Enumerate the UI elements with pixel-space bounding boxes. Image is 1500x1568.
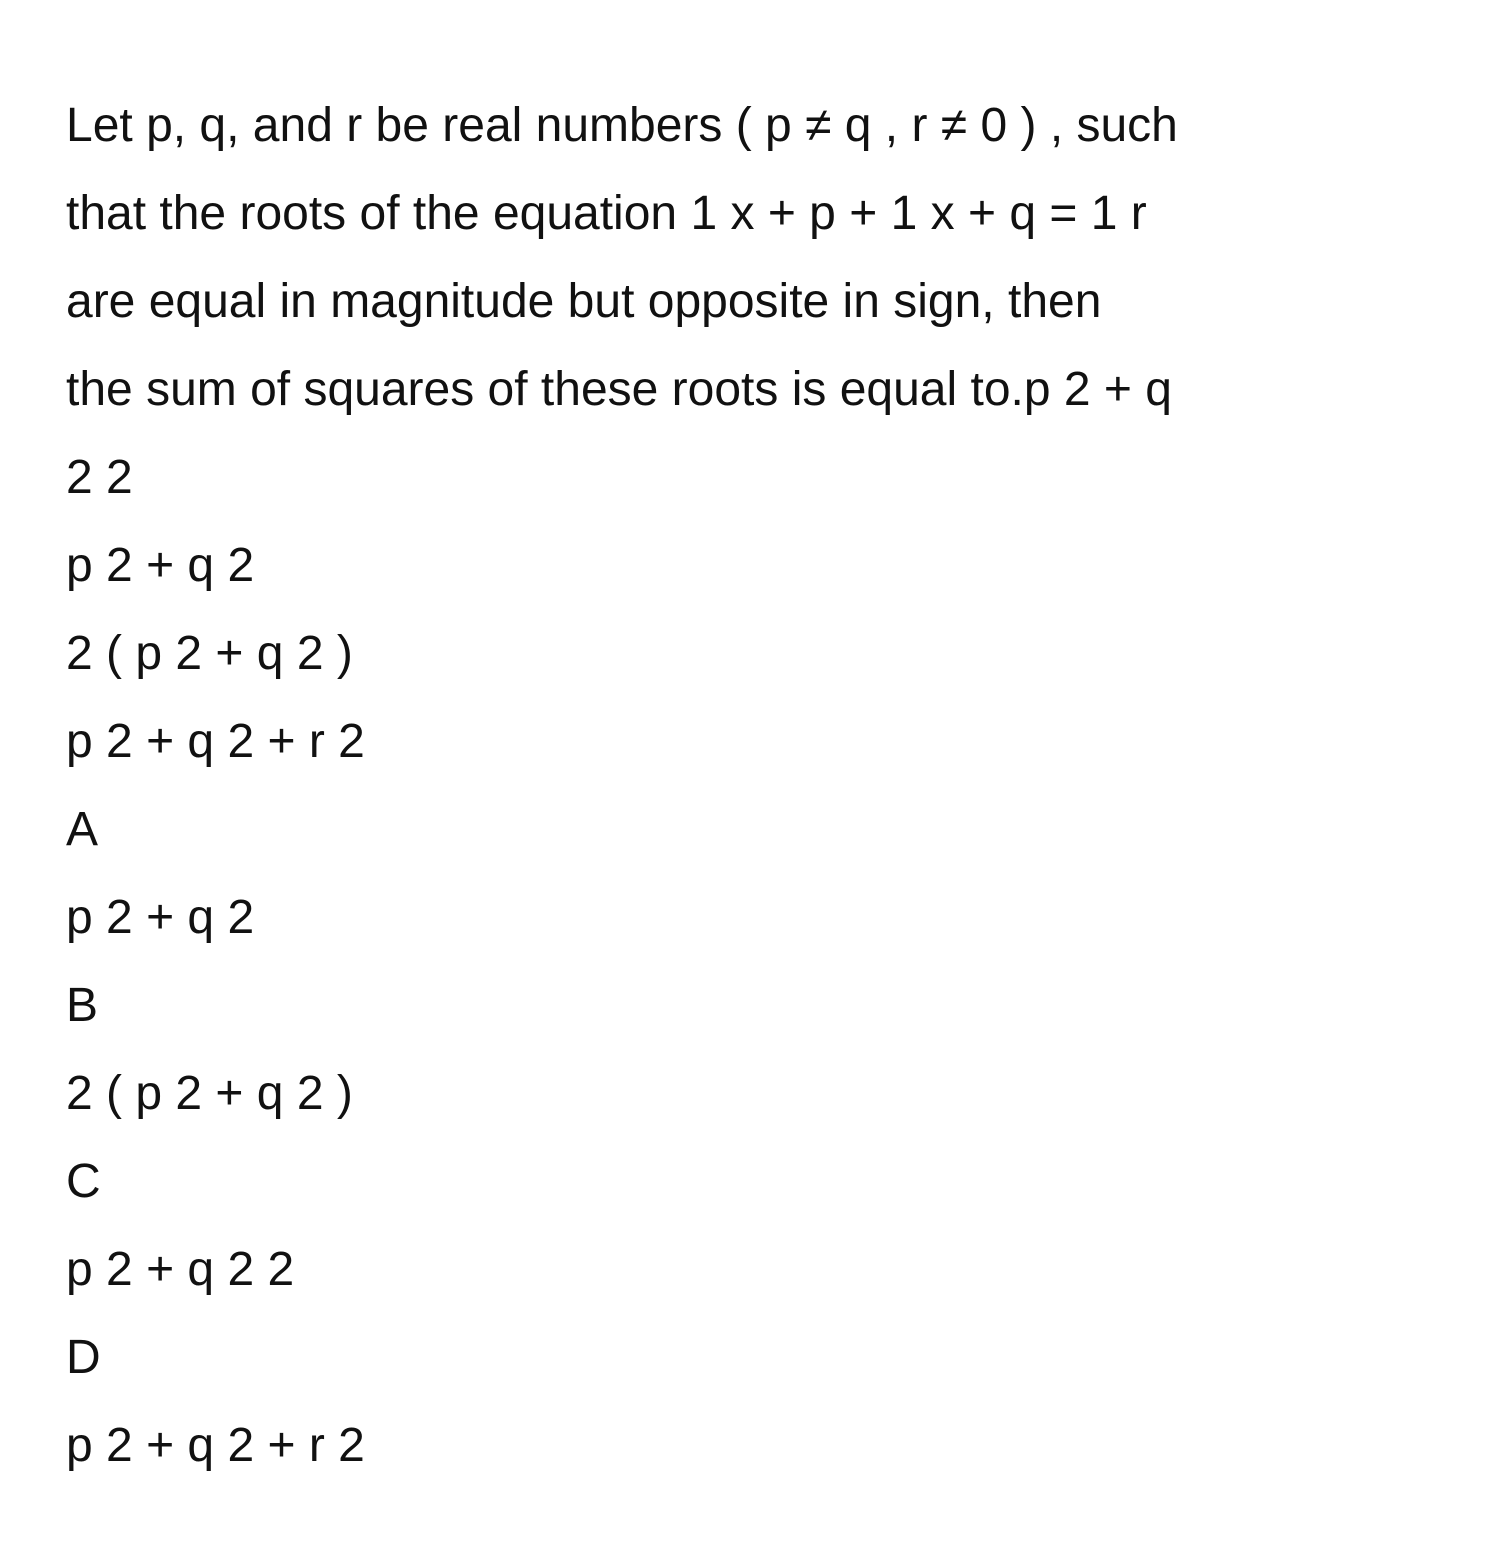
question-line-4: the sum of squares of these roots is equal to.p 2 + q xyxy=(66,363,1172,416)
option-d-text: p 2 + q 2 + r 2 xyxy=(66,1419,365,1472)
option-b-letter: B xyxy=(66,979,99,1032)
question-line-1: Let p, q, and r be real numbers ( p ≠ q , r ≠ 0 ) , such xyxy=(66,99,1178,152)
option-d-letter: D xyxy=(66,1331,101,1384)
option-a-letter: A xyxy=(66,803,99,856)
option-c-text: p 2 + q 2 2 xyxy=(66,1243,295,1296)
question-line-8: p 2 + q 2 + r 2 xyxy=(66,715,365,768)
question-line-5: 2 2 xyxy=(66,451,133,504)
option-c-letter: C xyxy=(66,1155,101,1208)
question-document xyxy=(66,82,1446,1490)
question-line-6: p 2 + q 2 xyxy=(66,539,255,592)
option-a-text: p 2 + q 2 xyxy=(66,891,255,944)
option-b-text: 2 ( p 2 + q 2 ) xyxy=(66,1067,353,1120)
question-line-2: that the roots of the equation 1 x + p + 1 x + q = 1 r xyxy=(66,187,1147,240)
question-line-3: are equal in magnitude but opposite in sign, then xyxy=(66,275,1102,328)
question-line-7: 2 ( p 2 + q 2 ) xyxy=(66,627,353,680)
